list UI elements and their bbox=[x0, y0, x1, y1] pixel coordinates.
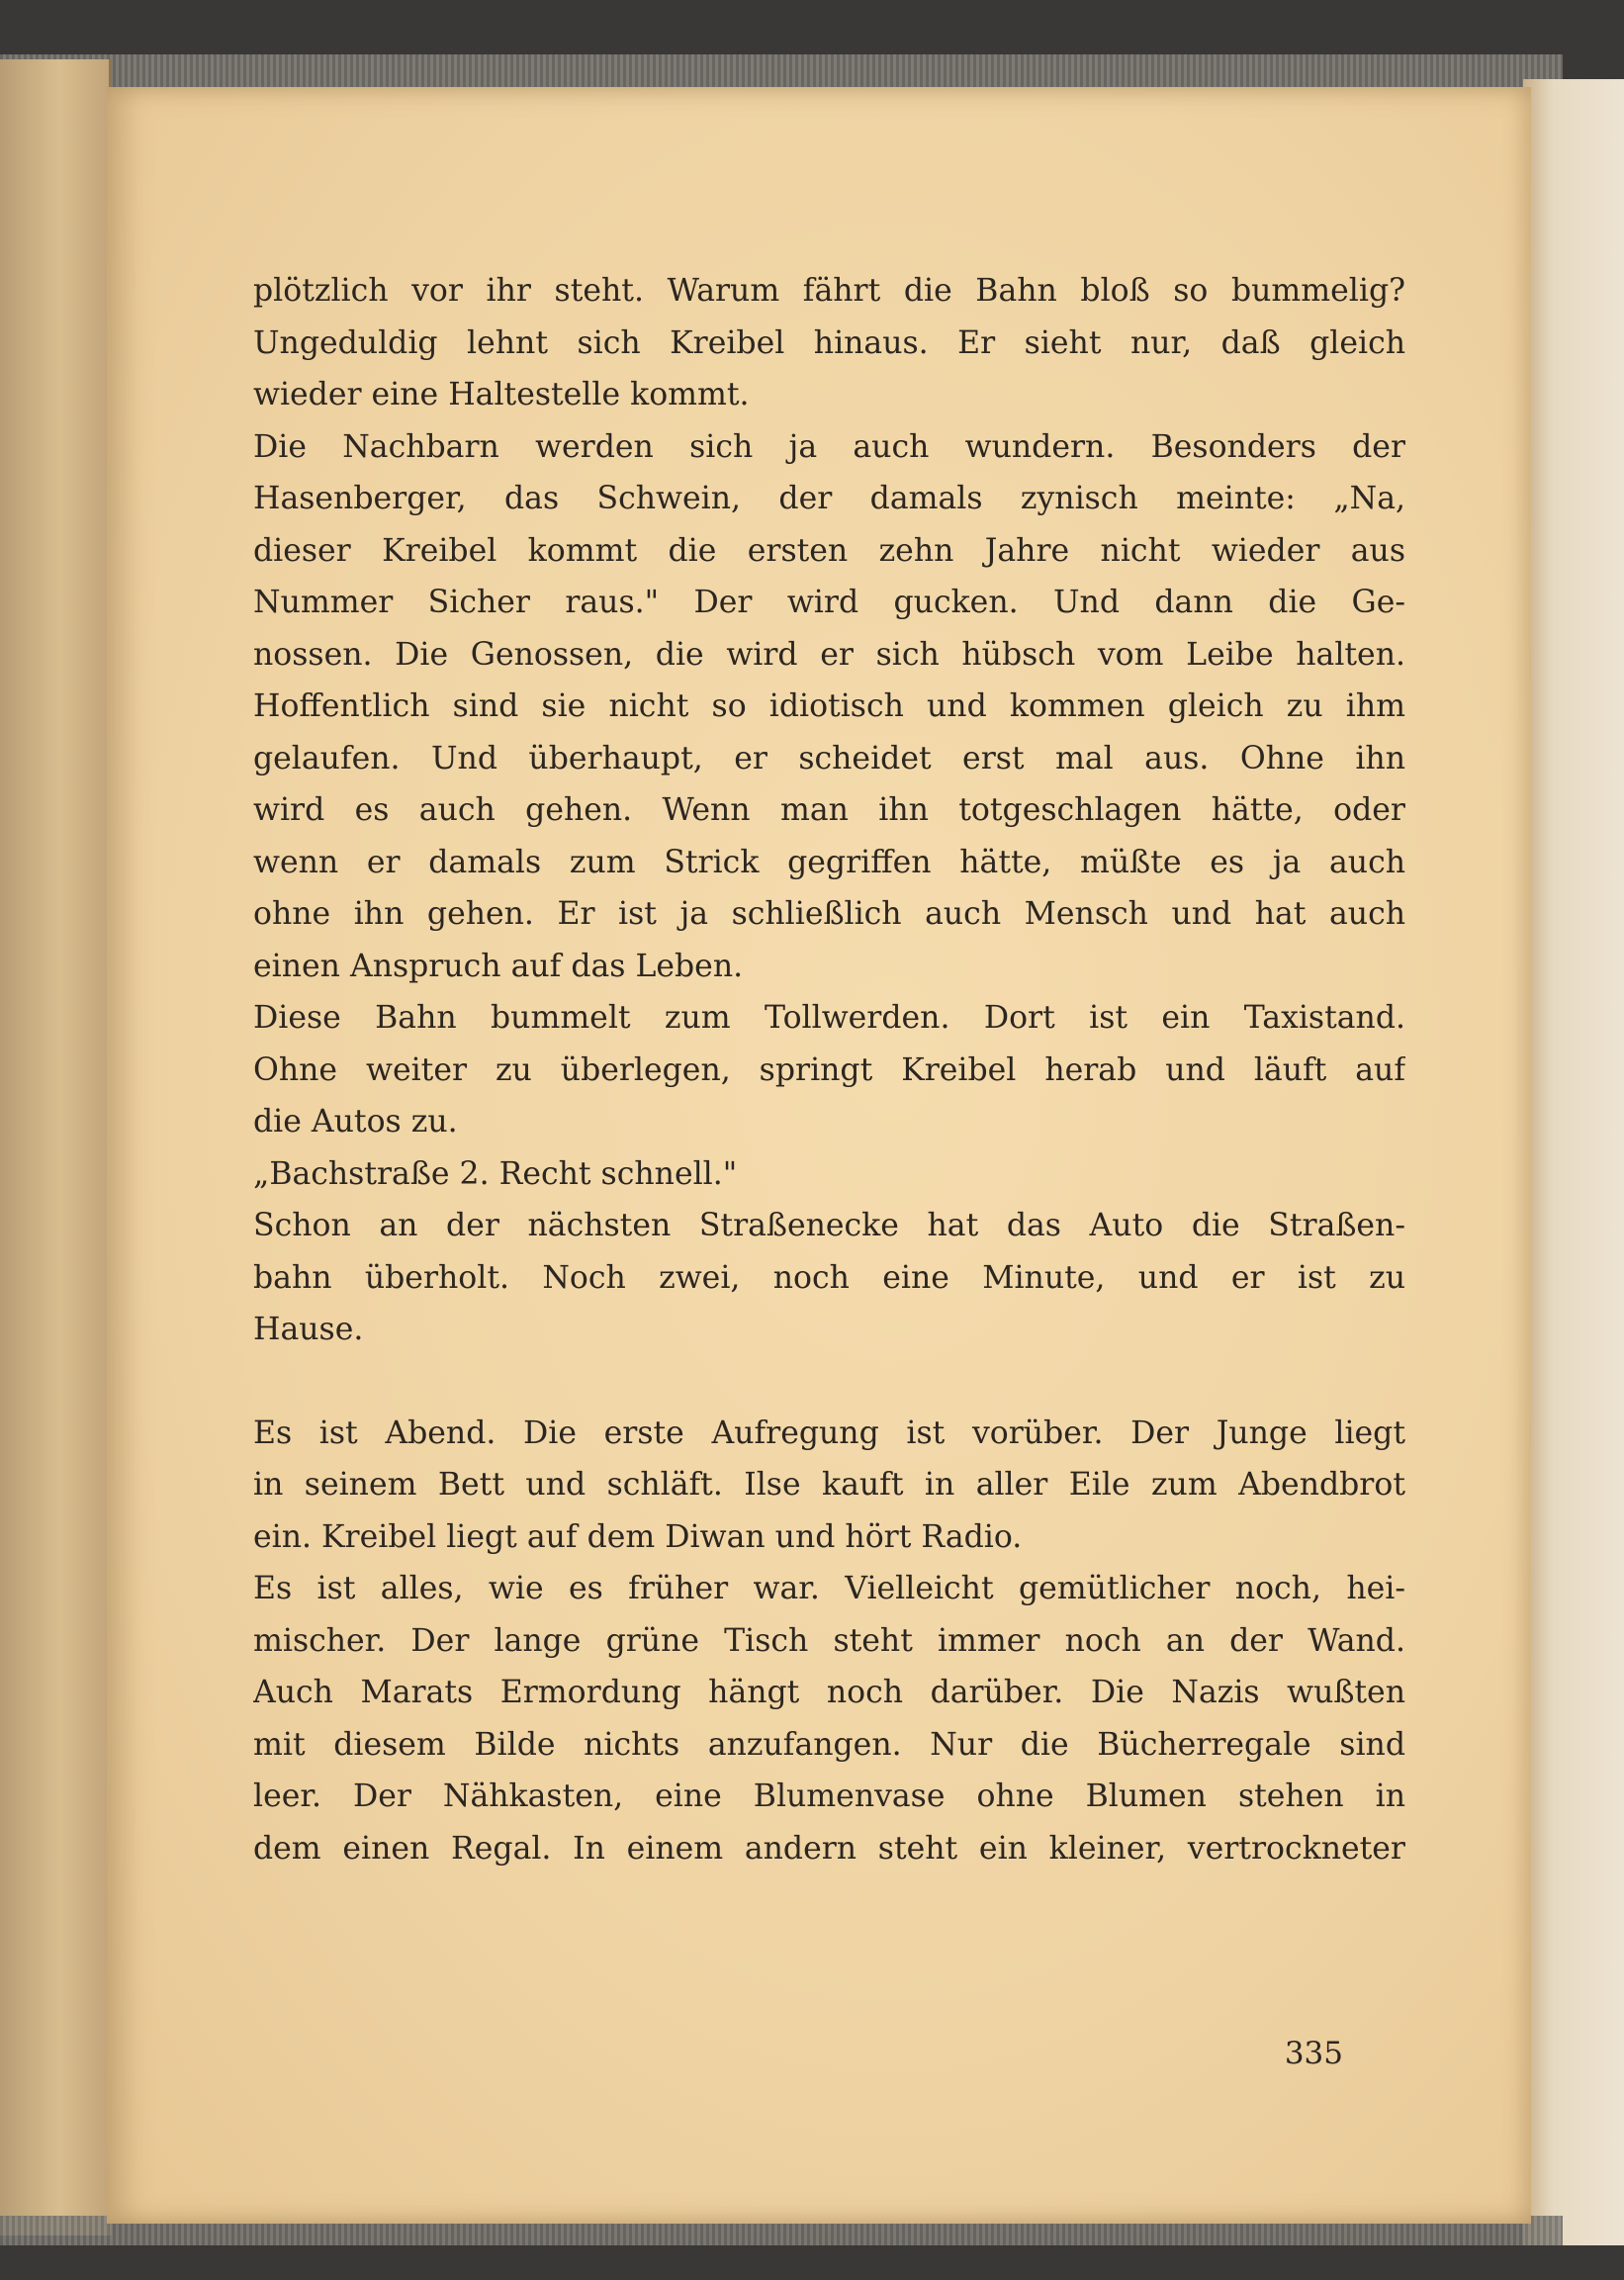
paragraph bbox=[253, 421, 1405, 993]
text-line: bahn überholt. Noch zwei, noch eine Minute, und er ist zu bbox=[253, 1259, 1405, 1296]
text-line: ein. Kreibel liegt auf dem Diwan und hört Radio. bbox=[253, 1518, 1023, 1555]
text-line: Hasenberger, das Schwein, der damals zynisch meinte: „Na, bbox=[253, 481, 1405, 516]
text-line: Diese Bahn bummelt zum Tollwerden. Dort ist ein Taxistand. bbox=[253, 1000, 1405, 1036]
text-line: einen Anspruch auf das Leben. bbox=[253, 948, 744, 984]
text-line: mischer. Der lange grüne Tisch steht immer noch an der Wand. bbox=[253, 1622, 1405, 1659]
text-line: Es ist Abend. Die erste Aufregung ist vorüber. Der Junge liegt bbox=[253, 1414, 1405, 1451]
text-line: Hause. bbox=[253, 1312, 364, 1347]
book-page bbox=[107, 87, 1531, 2224]
paragraph bbox=[253, 265, 1405, 421]
text-line: ohne ihn gehen. Er ist ja schließlich auch Mensch und hat auch bbox=[253, 896, 1405, 932]
text-line: wieder eine Haltestelle kommt. bbox=[253, 377, 750, 412]
text-line: gelaufen. Und überhaupt, er scheidet erst mal aus. Ohne ihn bbox=[253, 740, 1405, 776]
paragraph bbox=[253, 1563, 1405, 1874]
text-line: Schon an der nächsten Straßenecke hat das Auto die Straßen- bbox=[253, 1208, 1405, 1243]
text-line: die Autos zu. bbox=[253, 1104, 458, 1140]
text-line: dem einen Regal. In einem andern steht ein kleiner, vertrockneter bbox=[253, 1830, 1405, 1867]
text-line: Die Nachbarn werden sich ja auch wundern. Besonders der bbox=[253, 428, 1405, 465]
text-line: dieser Kreibel kommt die ersten zehn Jahre nicht wieder aus bbox=[253, 532, 1405, 569]
page-text bbox=[253, 265, 1405, 1874]
text-line: Hoffentlich sind sie nicht so idiotisch und kommen gleich zu ihm bbox=[253, 688, 1405, 724]
text-line: Ohne weiter zu überlegen, springt Kreibel herab und läuft auf bbox=[253, 1051, 1405, 1088]
text-line: Es ist alles, wie es früher war. Vielleicht gemütlicher noch, hei- bbox=[253, 1571, 1405, 1606]
text-line: Ungeduldig lehnt sich Kreibel hinaus. Er sieht nur, daß gleich bbox=[253, 324, 1405, 361]
text-line: wird es auch gehen. Wenn man ihn totgeschlagen hätte, oder bbox=[253, 792, 1405, 828]
text-line: mit diesem Bilde nichts anzufangen. Nur die Bücherregale sind bbox=[253, 1726, 1405, 1763]
paragraph bbox=[253, 1200, 1405, 1356]
page-block-edge bbox=[1523, 79, 1624, 2245]
text-line: in seinem Bett und schläft. Ilse kauft in aller Eile zum Abendbrot bbox=[253, 1467, 1405, 1503]
text-line: Auch Marats Ermordung hängt noch darüber. Die Nazis wußten bbox=[253, 1675, 1405, 1710]
paragraph bbox=[253, 1408, 1405, 1564]
paragraph bbox=[253, 1148, 1405, 1201]
paragraph bbox=[253, 992, 1405, 1148]
text-line: „Bachstraße 2. Recht schnell." bbox=[253, 1155, 738, 1192]
text-line: Nummer Sicher raus." Der wird gucken. Und dann die Ge- bbox=[253, 585, 1405, 620]
text-line: wenn er damals zum Strick gegriffen hätte, müßte es ja auch bbox=[253, 844, 1405, 880]
cover-edge-left bbox=[0, 59, 112, 2235]
page-number: 335 bbox=[1284, 2036, 1343, 2071]
text-line: nossen. Die Genossen, die wird er sich hübsch vom Leibe halten. bbox=[253, 636, 1405, 673]
text-line: plötzlich vor ihr steht. Warum fährt die Bahn bloß so bummelig? bbox=[253, 273, 1405, 309]
section-break bbox=[253, 1356, 1405, 1408]
text-line: leer. Der Nähkasten, eine Blumenvase ohne Blumen stehen in bbox=[253, 1778, 1405, 1814]
